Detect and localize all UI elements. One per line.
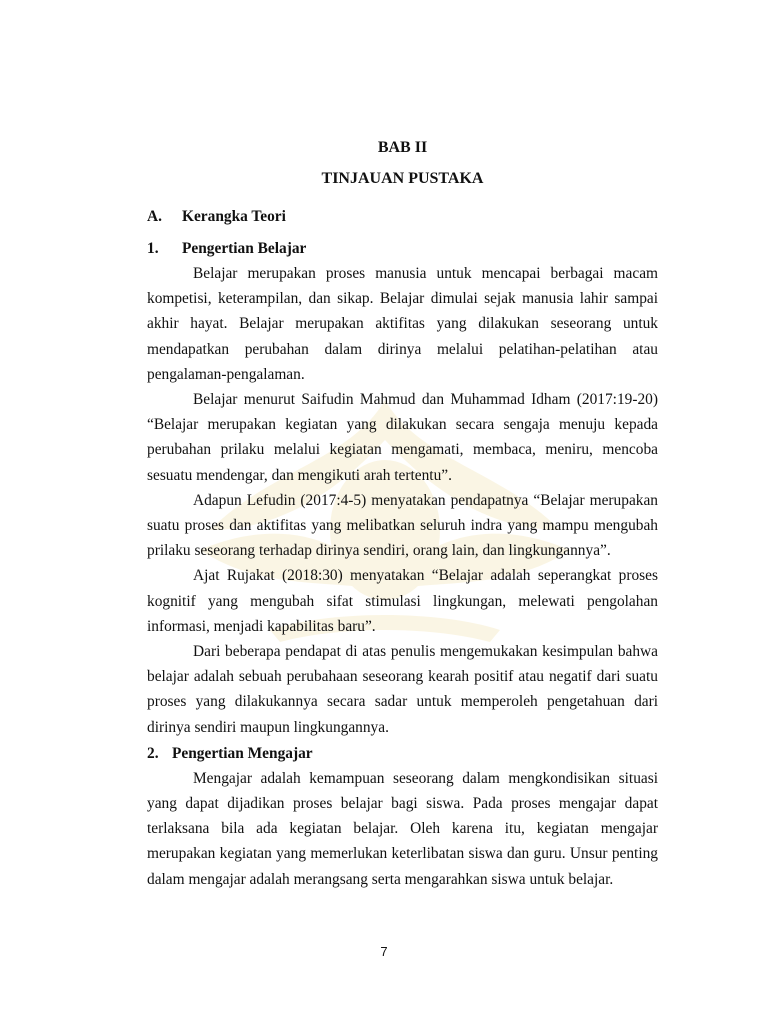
page-content xyxy=(147,136,658,892)
paragraph: Belajar merupakan proses manusia untuk mencapai berbagai macam kompetisi, keterampilan, dan sikap. Belajar dimulai sejak manusia lahir sampai akhir hayat. Belajar merupakan aktifitas yang dilakukan seseorang untuk mendapatkan perubahan dalam dirinya melalui pelatihan-pelatihan atau pengalaman-pengalaman. xyxy=(147,265,658,383)
paragraph: Dari beberapa pendapat di atas penulis mengemukakan kesimpulan bahwa belajar adalah sebuah perubahaan seseorang kearah positif atau negatif dari suatu proses yang dilakukannya secara sadar untuk memperoleh pengetahuan dari dirinya sendiri maupun lingkungannya. xyxy=(147,643,658,736)
subsection-number: 2. xyxy=(147,744,159,762)
section-number: A. xyxy=(147,208,162,225)
section-heading-a xyxy=(147,205,658,229)
paragraph: Belajar menurut Saifudin Mahmud dan Muhammad Idham (2017:19-20) “Belajar merupakan kegiatan yang dilakukan secara sengaja menuju kepada perubahan prilaku melalui kegiatan mengamati, membaca, meniru, mencoba sesuatu mendengar, dan mengikuti arah tertentu”. xyxy=(147,391,658,484)
paragraph: Mengajar adalah kemampuan seseorang dalam mengkondisikan situasi yang dapat dijadikan proses belajar bagi siswa. Pada proses mengajar dapat terlaksana bila ada kegiatan belajar. Oleh karena itu, kegiatan mengajar merupakan kegiatan yang memerlukan keterlibatan siswa dan guru. Unsur penting dalam mengajar adalah merangsang serta mengarahkan siswa untuk belajar. xyxy=(147,769,658,888)
subsection-title: Pengertian Belajar xyxy=(182,240,307,257)
page-number: 7 xyxy=(380,944,388,959)
subsection-heading-2 xyxy=(147,742,658,766)
paragraph: Adapun Lefudin (2017:4-5) menyatakan pendapatnya “Belajar merupakan suatu proses dan aktifitas yang melibatkan seluruh indra yang mampu mengubah prilaku seseorang terhadap dirinya sendiri, orang lain, dan lingkungannya”. xyxy=(147,491,658,560)
chapter-title: TINJAUAN PUSTAKA xyxy=(321,170,484,187)
section-title: Kerangka Teori xyxy=(182,208,286,225)
subsection-title: Pengertian Mengajar xyxy=(172,744,313,762)
subsection-heading-1 xyxy=(147,237,658,261)
chapter-label: BAB II xyxy=(377,139,428,156)
subsection-number: 1. xyxy=(147,240,159,257)
paragraph: Ajat Rujakat (2018:30) menyatakan “Belajar adalah seperangkat proses kognitif yang mengubah sifat stimulasi lingkungan, melewati pengolahan informasi, menjadi kapabilitas baru”. xyxy=(147,567,658,635)
